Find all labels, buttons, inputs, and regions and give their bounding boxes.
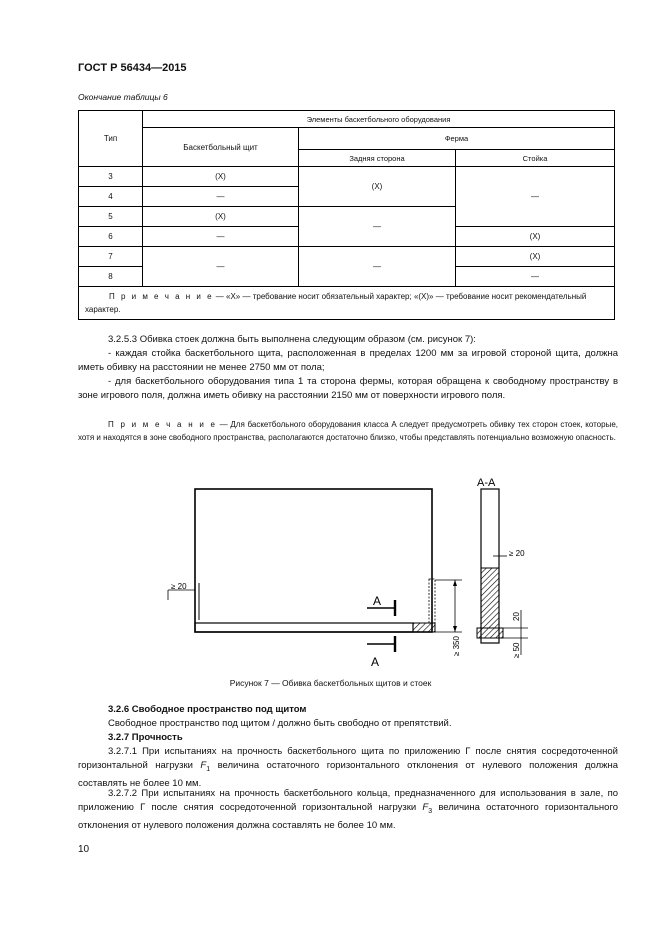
dim-ge350: ≥ 350 [452, 636, 461, 656]
dim-ge50: ≥ 50 [512, 642, 521, 658]
table-caption: Окончание таблицы 6 [78, 92, 168, 102]
paragraph-3271: 3.2.7.1 При испытаниях на прочность баскетбольного щита по приложению Г после снятия сосредоточенной горизонтальной нагрузки $F_1$ величина остаточного горизонтального отклонения от нулевого положения должна составлять не более 10 мм. [78, 746, 618, 789]
paragraph-3253: 3.2.5.3 Обивка стоек должна быть выполнена следующим образом (см. рисунок 7): [108, 334, 476, 345]
figure-caption: Рисунок 7 — Обивка баскетбольных щитов и стоек [229, 678, 432, 688]
cut-label-bottom: А [371, 655, 380, 669]
col-back-side-header: Задняя сторона [299, 150, 456, 167]
type-cell: 7 [79, 247, 143, 267]
backboard-cell: — [143, 247, 299, 287]
post-cell: (X) [456, 227, 615, 247]
figure-7-drawing [0, 460, 661, 675]
back-side-cell: — [299, 207, 456, 247]
group-header: Элементы баскетбольного оборудования [143, 111, 615, 128]
backboard-outline [195, 489, 432, 632]
document-header: ГОСТ Р 56434—2015 [78, 62, 187, 74]
section-327-title: 3.2.7 Прочность [108, 732, 183, 743]
table-note [79, 287, 615, 320]
note-text: — Для баскетбольного оборудования класса А следует предусмотреть обивку тех сторон стоек, которые, хотя и находятся в зоне свободного пространства, располагаются достаточно близко, чтобы представлять потенциально возможную опасность. [78, 420, 619, 442]
dim-20: 20 [512, 612, 521, 621]
col-truss-header: Ферма [299, 128, 615, 150]
section-326-title: 3.2.6 Свободное пространство под щитом [108, 704, 307, 715]
paragraph-3272: 3.2.7.2 При испытаниях на прочность баскетбольного кольца, предназначенного для использования в зале, по приложению Г после снятия сосредоточенной горизонтальной нагрузки $F_3$ величина остаточного горизонтального отклонения от нулевого положения должна составлять не более 10 мм. [78, 788, 618, 831]
note-label: П р и м е ч а н и е [108, 420, 217, 429]
type-cell: 5 [79, 207, 143, 227]
section-326-text: Свободное пространство под щитом / должно быть свободно от препятствий. [108, 718, 452, 729]
type-cell: 4 [79, 187, 143, 207]
support-arm [195, 623, 413, 632]
col-type-header: Тип [79, 111, 143, 167]
section-base [477, 628, 503, 638]
dim-ge20-left: ≥ 20 [171, 582, 187, 591]
backboard-cell: (X) [143, 167, 299, 187]
paragraph-item-1: - каждая стойка баскетбольного щита, расположенная в пределах 1200 мм за игровой стороной щита, должна иметь обивку на расстоянии не менее 2750 мм от пола; [78, 348, 618, 373]
type-cell: 8 [79, 267, 143, 287]
paragraph-note [78, 418, 618, 444]
equipment-table [78, 110, 615, 320]
post-cell: — [456, 267, 615, 287]
section-padding [481, 568, 499, 628]
post-cell: (X) [456, 247, 615, 267]
col-backboard-header: Баскетбольный щит [143, 128, 299, 167]
paragraph-item-2: - для баскетбольного оборудования типа 1 та сторона фермы, которая обращена к свободному пространству в зоне игрового поля, должна иметь обивку на расстоянии 2150 мм от поверхности игрового поля. [78, 376, 618, 401]
backboard-cell: — [143, 187, 299, 207]
type-cell: 3 [79, 167, 143, 187]
type-cell: 6 [79, 227, 143, 247]
back-side-cell: — [299, 247, 456, 287]
note-text: — «X» — требование носит обязательный характер; «(X)» — требование носит рекомендательный характер. [85, 292, 587, 314]
note-label: П р и м е ч а н и е [109, 292, 214, 301]
section-label: А-А [477, 477, 496, 489]
col-post-header: Стойка [456, 150, 615, 167]
post-cell: — [456, 167, 615, 227]
backboard-cell: — [143, 227, 299, 247]
backboard-cell: (X) [143, 207, 299, 227]
dim-ge20-right: ≥ 20 [509, 549, 525, 558]
page-number: 10 [78, 844, 90, 855]
base-padding [413, 623, 435, 632]
cut-label-top: А [373, 594, 382, 608]
back-side-cell: (X) [299, 167, 456, 207]
